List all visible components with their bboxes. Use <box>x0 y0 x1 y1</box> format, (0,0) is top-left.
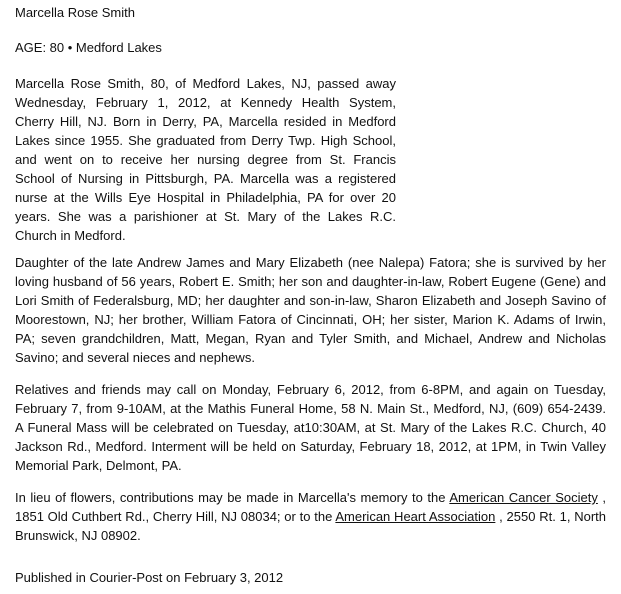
services-paragraph: Relatives and friends may call on Monday, February 6, 2012, from 6-8PM, and again on Tuesday, February 7, from 9-10AM, at the Mathis Funeral Home, 58 N. Main St., Medford, NJ, (609) 654-2439. A Funeral Mass will be celebrated on Tuesday, at10:30AM, at St. Mary of the Lakes R.C. Church, 40 Jackson Rd., Medford. Interment will be held on Saturday, February 18, 2012, at 1PM, in Twin Valley Memorial Park, Delmont, PA. <box>15 382 606 473</box>
obituary-name: Marcella Rose Smith <box>15 5 135 20</box>
contributions-text-1: In lieu of flowers, contributions may be made in Marcella's memory to the <box>15 490 450 505</box>
family-paragraph: Daughter of the late Andrew James and Mary Elizabeth (nee Nalepa) Fatora; she is survived by her loving husband of 56 years, Robert E. Smith; her son and daughter-in-law, Robert Eugene (Gene) and Lori Smith of Federalsburg, MD; her daughter and son-in-law, Sharon Elizabeth and Joseph Savino of Moorestown, NJ; her brother, William Fatora of Cincinnati, OH; her sister, Marion K. Adams of Irwin, PA; seven grandchildren, Matt, Megan, Ryan and Tyler Smith, and Michael, Andrew and Nicholas Savino; and several nieces and nephews. <box>15 255 606 365</box>
contributions-text-3: , 2550 Rt. 1, North Brunswick, NJ 08902. <box>15 509 606 543</box>
american-heart-association-link[interactable]: American Heart Association <box>335 509 496 524</box>
age-location-line: AGE: 80 • Medford Lakes <box>15 40 162 55</box>
published-notice: Published in Courier-Post on February 3, 2012 <box>15 570 284 585</box>
american-cancer-society-link[interactable]: American Cancer Society <box>449 490 598 505</box>
biography-paragraph: Marcella Rose Smith, 80, of Medford Lakes, NJ, passed away Wednesday, February 1, 2012, at Kennedy Health System, Cherry Hill, NJ. Born in Derry, PA, Marcella resided in Medford Lakes since 1955. She graduated from Derry Twp. High School, and went on to receive her nursing degree from St. Francis School of Nursing in Pittsburgh, PA. Marcella was a registered nurse at the Wills Eye Hospital in Philadelphia, PA for over 20 years. She was a parishioner at St. Mary of the Lakes R.C. Church in Medford. <box>15 76 396 243</box>
contributions-text-2: , 1851 Old Cuthbert Rd., Cherry Hill, NJ 08034; or to the <box>15 490 607 524</box>
contributions-paragraph <box>15 488 606 545</box>
